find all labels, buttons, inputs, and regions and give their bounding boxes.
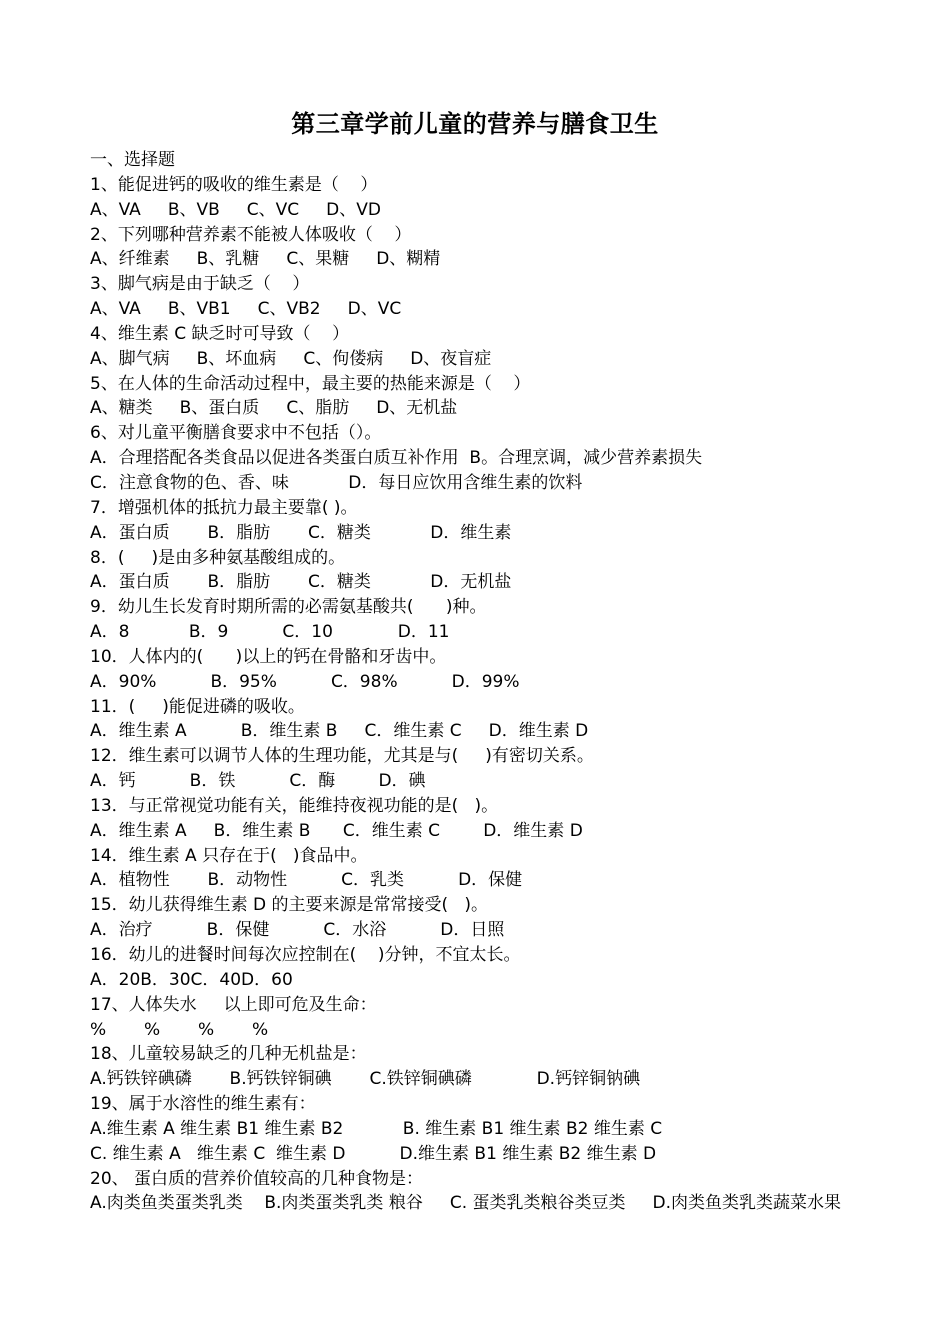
options-line: A、纤维素 B、乳糖 C、果糖 D、糊精 bbox=[90, 249, 441, 270]
options-line: A．蛋白质 B．脂肪 C．糖类 D．无机盐 bbox=[90, 572, 512, 593]
question-line: 9．幼儿生长发育时期所需的必需氨基酸共( )种。 bbox=[90, 597, 487, 618]
options-line: A、脚气病 B、坏血病 C、佝偻病 D、夜盲症 bbox=[90, 348, 492, 369]
options-line: C. 维生素 A 维生素 C 维生素 D D.维生素 B1 维生素 B2 维生素 D bbox=[90, 1143, 657, 1164]
question-line: 20、 蛋白质的营养价值较高的几种食物是： bbox=[90, 1168, 424, 1189]
options-line: A.钙铁锌碘磷 B.钙铁锌铜碘 C.铁锌铜碘磷 D.钙锌铜钠碘 bbox=[90, 1069, 641, 1090]
question-line: 13．与正常视觉功能有关，能维持夜视功能的是( )。 bbox=[90, 795, 499, 816]
options-line: % % % % bbox=[90, 1019, 269, 1040]
question-line: 2、下列哪种营养素不能被人体吸收（ ） bbox=[90, 224, 412, 245]
options-line: A．8 B．9 C．10 D．11 bbox=[90, 622, 450, 643]
options-paragraph: A.肉类鱼类蛋类乳类 B.肉类蛋类乳类 粮谷 C. 蛋类乳类粮谷类豆类 D.肉类鱼类乳类蔬菜水果 bbox=[90, 1193, 842, 1214]
options-line: A．维生素 A B．维生素 B C．维生素 C D．维生素 D bbox=[90, 721, 589, 742]
question-line: 5、在人体的生命活动过程中，最主要的热能来源是（ ） bbox=[90, 373, 531, 394]
options-line: A、VA B、VB C、VC D、VD bbox=[90, 199, 381, 220]
question-line: 6、对儿童平衡膳食要求中不包括（）。 bbox=[90, 423, 382, 444]
question-line: 8．( )是由多种氨基酸组成的。 bbox=[90, 547, 346, 568]
options-line: A．钙 B．铁 C．酶 D．碘 bbox=[90, 771, 426, 792]
question-line: 15．幼儿获得维生素 D 的主要来源是常常接受( )。 bbox=[90, 895, 489, 916]
question-line: 19、属于水溶性的维生素有： bbox=[90, 1094, 316, 1115]
question-line: 14．维生素 A 只存在于( )食品中。 bbox=[90, 845, 368, 866]
question-line: 18、儿童较易缺乏的几种无机盐是： bbox=[90, 1044, 367, 1065]
options-line: A、糖类 B、蛋白质 C、脂肪 D、无机盐 bbox=[90, 398, 458, 419]
options-line: A.维生素 A 维生素 B1 维生素 B2 B. 维生素 B1 维生素 B2 维生素 C bbox=[90, 1118, 663, 1139]
question-line: 10．人体内的( )以上的钙在骨骼和牙齿中。 bbox=[90, 646, 447, 667]
question-line: 11．( )能促进磷的吸收。 bbox=[90, 696, 305, 717]
options-line: C．注意食物的色、香、味 D．每日应饮用含维生素的饮料 bbox=[90, 472, 583, 493]
question-line: 4、维生素 C 缺乏时可导致（ ） bbox=[90, 323, 350, 344]
question-line: 1、能促进钙的吸收的维生素是（ ） bbox=[90, 174, 378, 195]
options-line: A．20B．30C．40D．60 bbox=[90, 969, 293, 990]
options-line: A．植物性 B．动物性 C．乳类 D．保健 bbox=[90, 870, 523, 891]
question-line: 16．幼儿的进餐时间每次应控制在( )分钟，不宜太长。 bbox=[90, 945, 521, 965]
options-line: A．合理搭配各类食品以促进各类蛋白质互补作用 B。合理烹调，减少营养素损失 bbox=[90, 448, 703, 469]
options-line: A．蛋白质 B．脂肪 C．糖类 D．维生素 bbox=[90, 522, 512, 543]
options-line: A、VA B、VB1 C、VB2 D、VC bbox=[90, 299, 402, 320]
section-heading: 一、选择题 bbox=[90, 150, 175, 170]
options-line: A．维生素 A B．维生素 B C．维生素 C D．维生素 D bbox=[90, 820, 583, 841]
question-line: 3、脚气病是由于缺乏（ ） bbox=[90, 274, 310, 295]
options-line: A．治疗 B．保健 C．水浴 D．日照 bbox=[90, 920, 505, 941]
question-line: 17、人体失水 以上即可危及生命： bbox=[90, 994, 377, 1015]
options-line: A．90% B．95% C．98% D．99% bbox=[90, 671, 520, 692]
question-line: 12．维生素可以调节人体的生理功能，尤其是与( )有密切关系。 bbox=[90, 746, 594, 767]
question-line: 7．增强机体的抵抗力最主要靠( )。 bbox=[90, 497, 358, 518]
page-title: 第三章学前儿童的营养与膳食卫生 bbox=[291, 110, 659, 138]
question-list bbox=[90, 148, 870, 1216]
